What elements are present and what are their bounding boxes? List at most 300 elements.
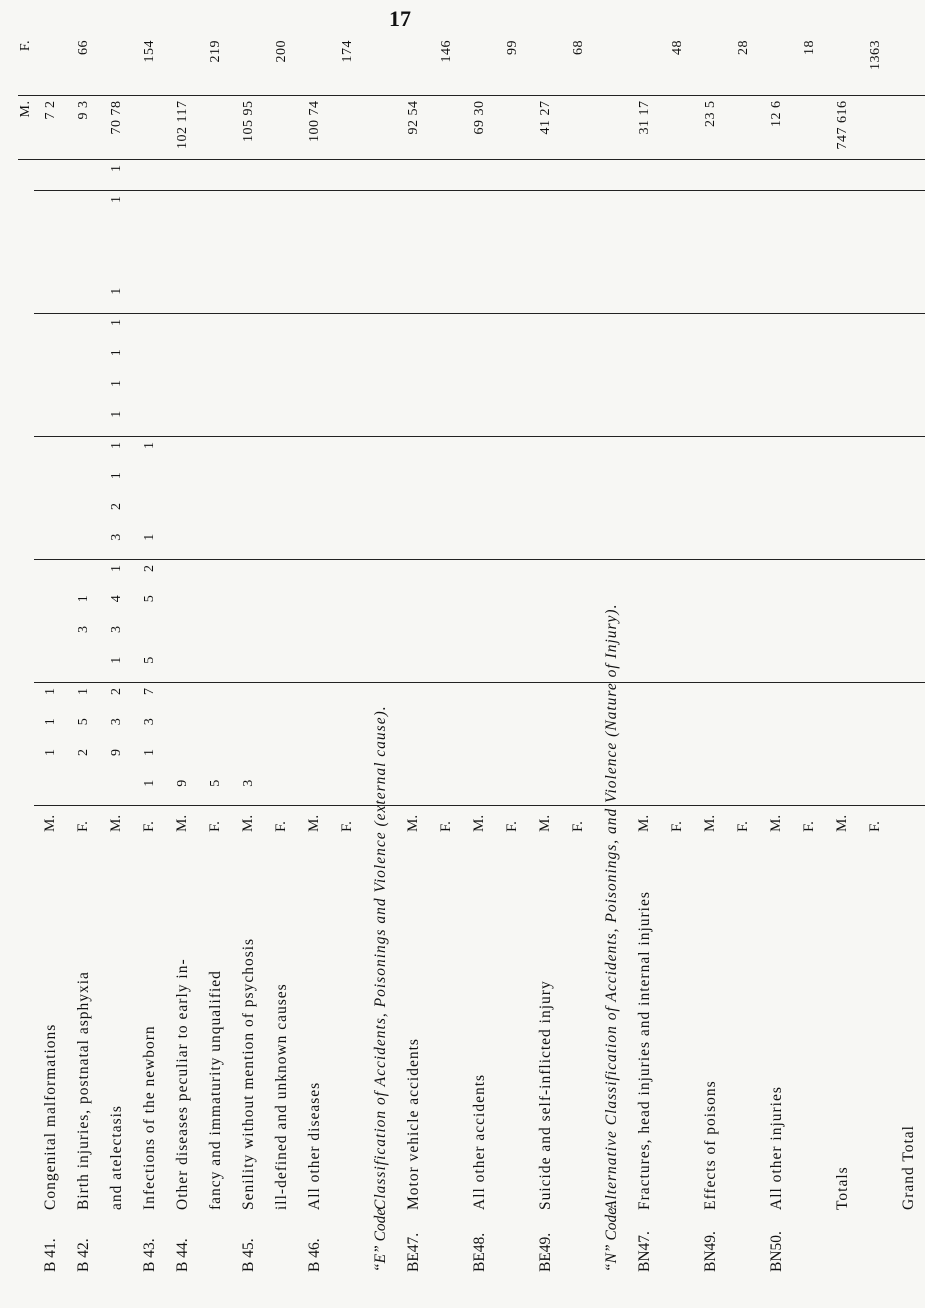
age-cell xyxy=(892,529,925,560)
age-cell xyxy=(166,160,199,191)
age-cell xyxy=(397,376,430,407)
age-cell xyxy=(595,222,628,253)
table-row xyxy=(859,36,892,1276)
age-cell: 9 xyxy=(166,775,199,806)
age-cell xyxy=(463,376,496,407)
age-cell xyxy=(133,253,166,284)
age-cell xyxy=(67,376,100,407)
age-cell xyxy=(727,714,760,745)
age-cell xyxy=(331,714,364,745)
row-grand-total xyxy=(628,36,661,96)
age-cell xyxy=(859,222,892,253)
row-grand-total: 48 xyxy=(661,36,694,96)
age-cell xyxy=(661,222,694,253)
age-cell xyxy=(661,253,694,284)
row-code: B 41. xyxy=(41,1238,59,1272)
age-cell xyxy=(727,622,760,653)
age-cell xyxy=(298,222,331,253)
age-cell xyxy=(793,191,826,222)
age-cell xyxy=(694,468,727,499)
age-cell xyxy=(331,253,364,284)
age-cell xyxy=(628,314,661,345)
row-label xyxy=(199,836,232,1276)
row-grand-total: 18 xyxy=(793,36,826,96)
age-cell xyxy=(298,406,331,437)
age-cell xyxy=(430,160,463,191)
row-label xyxy=(529,836,562,1276)
table-row xyxy=(397,36,430,1276)
age-cell: 1 xyxy=(108,318,124,326)
row-total xyxy=(199,96,232,160)
row-code: BN47. xyxy=(635,1231,653,1272)
table-row xyxy=(364,36,397,1276)
row-sex: F. xyxy=(859,806,892,836)
row-label xyxy=(67,836,100,1276)
age-cell: 2 xyxy=(108,687,124,695)
age-cell xyxy=(34,283,67,314)
row-grand-total xyxy=(397,36,430,96)
age-cell xyxy=(661,376,694,407)
age-cell xyxy=(529,683,562,714)
age-cell xyxy=(793,714,826,745)
age-cell xyxy=(595,191,628,222)
row-label xyxy=(562,836,595,1276)
age-cell xyxy=(826,775,859,806)
age-cell xyxy=(595,406,628,437)
age-cell xyxy=(628,499,661,530)
row-grand-total: 174 xyxy=(331,36,364,96)
age-cell xyxy=(232,652,265,683)
age-cell xyxy=(562,437,595,468)
age-cell xyxy=(694,191,727,222)
row-grand-total: 146 xyxy=(430,36,463,96)
age-cell xyxy=(892,683,925,714)
male-header: M. xyxy=(18,96,34,160)
age-cell xyxy=(793,775,826,806)
table-row xyxy=(892,36,925,1276)
age-cell xyxy=(298,314,331,345)
age-cell xyxy=(133,314,166,345)
age-cell xyxy=(496,253,529,284)
age-cell xyxy=(265,222,298,253)
age-cell xyxy=(463,253,496,284)
age-cell xyxy=(826,683,859,714)
age-cell xyxy=(397,560,430,591)
age-cell xyxy=(826,560,859,591)
table-row xyxy=(298,36,331,1276)
row-label xyxy=(232,836,265,1276)
table-row xyxy=(100,36,133,1276)
age-cell xyxy=(793,683,826,714)
row-sex: M. xyxy=(100,806,133,836)
age-cell xyxy=(430,683,463,714)
age-cell xyxy=(463,560,496,591)
age-cell xyxy=(34,437,67,468)
age-cell xyxy=(892,314,925,345)
age-cell xyxy=(265,160,298,191)
age-cell xyxy=(661,745,694,776)
age-cell xyxy=(364,468,397,499)
age-cell xyxy=(727,253,760,284)
age-cell xyxy=(694,775,727,806)
age-cell xyxy=(529,714,562,745)
table-row xyxy=(67,36,100,1276)
age-cell xyxy=(496,283,529,314)
row-total xyxy=(562,96,595,160)
age-cell xyxy=(694,283,727,314)
age-cell xyxy=(793,253,826,284)
row-sex: F. xyxy=(562,806,595,836)
age-cell xyxy=(397,314,430,345)
age-cell xyxy=(859,683,892,714)
age-cell: 1 xyxy=(141,748,157,756)
age-cell xyxy=(34,499,67,530)
age-cell xyxy=(859,560,892,591)
age-cell: 1 xyxy=(100,283,133,314)
age-cell xyxy=(826,437,859,468)
age-cell xyxy=(430,745,463,776)
row-code: B 42. xyxy=(74,1238,92,1272)
age-cell xyxy=(892,222,925,253)
age-cell xyxy=(727,314,760,345)
age-cell xyxy=(133,622,166,653)
age-cell xyxy=(760,560,793,591)
age-cell xyxy=(397,468,430,499)
age-cell xyxy=(397,345,430,376)
age-cell: 1 xyxy=(133,529,166,560)
row-description: Effects of poisons xyxy=(701,1080,719,1210)
age-cell xyxy=(331,591,364,622)
age-cell xyxy=(430,376,463,407)
row-sex: M. xyxy=(463,806,496,836)
age-cell xyxy=(463,683,496,714)
age-cell xyxy=(331,560,364,591)
age-cell xyxy=(397,622,430,653)
age-cell xyxy=(430,253,463,284)
age-cell xyxy=(793,376,826,407)
age-cell xyxy=(793,437,826,468)
row-total: 23 5 xyxy=(694,96,727,160)
row-sex: F. xyxy=(661,806,694,836)
age-cell xyxy=(496,499,529,530)
row-sex: M. xyxy=(694,806,727,836)
age-cell xyxy=(265,191,298,222)
table-row xyxy=(727,36,760,1276)
row-label xyxy=(265,836,298,1276)
row-grand-total xyxy=(760,36,793,96)
age-cell xyxy=(859,622,892,653)
age-cell xyxy=(595,468,628,499)
row-total xyxy=(859,96,892,160)
age-cell xyxy=(364,191,397,222)
row-label xyxy=(793,836,826,1276)
age-cell: 1 xyxy=(42,748,58,756)
row-grand-total: 99 xyxy=(496,36,529,96)
page-number: 17 xyxy=(389,6,411,31)
age-cell xyxy=(793,560,826,591)
age-cell: 3 xyxy=(232,775,265,806)
row-grand-total: 154 xyxy=(133,36,166,96)
row-sex: F. xyxy=(265,806,298,836)
age-cell xyxy=(760,683,793,714)
age-cell xyxy=(232,253,265,284)
age-cell xyxy=(463,406,496,437)
row-label xyxy=(628,836,661,1276)
row-total xyxy=(496,96,529,160)
age-cell xyxy=(859,437,892,468)
row-label xyxy=(397,836,430,1276)
row-grand-total xyxy=(694,36,727,96)
row-grand-total: 1363 xyxy=(859,36,892,96)
age-cell xyxy=(298,345,331,376)
row-total: 100 74 xyxy=(298,96,331,160)
age-cell xyxy=(133,499,166,530)
age-cell xyxy=(364,376,397,407)
age-cell xyxy=(727,591,760,622)
age-cell xyxy=(760,499,793,530)
age-cell xyxy=(826,622,859,653)
age-cell xyxy=(661,560,694,591)
row-sex: F. xyxy=(496,806,529,836)
rotated-table-wrapper xyxy=(18,36,917,1276)
age-cell xyxy=(166,314,199,345)
age-cell xyxy=(430,529,463,560)
age-cell xyxy=(232,376,265,407)
age-cell xyxy=(760,314,793,345)
age-cell xyxy=(760,714,793,745)
age-cell xyxy=(34,529,67,560)
row-description: fancy and immaturity unqualified xyxy=(206,970,224,1210)
age-cell xyxy=(793,406,826,437)
age-cell: 1 xyxy=(108,379,124,387)
age-cell xyxy=(496,468,529,499)
age-cell xyxy=(562,775,595,806)
age-cell: 5 xyxy=(199,775,232,806)
age-cell xyxy=(265,283,298,314)
age-cell xyxy=(397,283,430,314)
row-sex: F. xyxy=(793,806,826,836)
age-cell xyxy=(892,622,925,653)
age-cell xyxy=(331,468,364,499)
age-cell xyxy=(331,437,364,468)
age-cell xyxy=(628,253,661,284)
row-description: Senility without mention of psychosis xyxy=(239,937,257,1210)
age-cell xyxy=(661,591,694,622)
age-cell xyxy=(298,560,331,591)
row-sex: F. xyxy=(133,806,166,836)
age-cell xyxy=(232,560,265,591)
age-cell xyxy=(67,529,100,560)
age-cell xyxy=(529,560,562,591)
age-cell xyxy=(892,499,925,530)
row-total: 747 616 xyxy=(826,96,859,160)
age-cell xyxy=(694,376,727,407)
table-row xyxy=(562,36,595,1276)
row-label xyxy=(859,836,892,1276)
row-code: BE47. xyxy=(404,1232,422,1272)
age-cell xyxy=(34,160,67,191)
spacer xyxy=(18,160,34,1276)
row-description: Birth injuries, postnatal asphyxia xyxy=(74,971,92,1210)
age-cell xyxy=(562,222,595,253)
age-cell xyxy=(364,406,397,437)
row-total xyxy=(331,96,364,160)
row-label xyxy=(661,836,694,1276)
row-grand-total xyxy=(595,36,628,96)
age-cell xyxy=(727,775,760,806)
age-cell xyxy=(364,222,397,253)
age-cell xyxy=(727,160,760,191)
row-sex: M. xyxy=(628,806,661,836)
age-cell xyxy=(265,775,298,806)
age-cell xyxy=(826,591,859,622)
age-cell: 5 xyxy=(141,594,157,603)
age-cell xyxy=(529,314,562,345)
age-cell: 3 xyxy=(108,625,124,633)
age-cell xyxy=(859,499,892,530)
age-cell xyxy=(100,222,133,253)
age-cell xyxy=(199,591,232,622)
age-cell: 1 xyxy=(108,348,124,357)
age-cell xyxy=(859,468,892,499)
age-cell xyxy=(232,745,265,776)
age-cell xyxy=(331,222,364,253)
row-total xyxy=(265,96,298,160)
row-description: All other diseases xyxy=(305,1081,323,1210)
row-total xyxy=(430,96,463,160)
age-cell xyxy=(694,437,727,468)
age-cell xyxy=(628,745,661,776)
age-cell xyxy=(661,345,694,376)
age-cell xyxy=(727,683,760,714)
age-cell xyxy=(232,222,265,253)
age-cell xyxy=(265,345,298,376)
age-cell xyxy=(364,345,397,376)
age-cell xyxy=(298,191,331,222)
age-cell xyxy=(529,191,562,222)
age-cell xyxy=(562,745,595,776)
age-cell xyxy=(265,591,298,622)
age-cell xyxy=(661,499,694,530)
age-cell xyxy=(265,406,298,437)
row-total: 41 27 xyxy=(529,96,562,160)
age-cell xyxy=(430,314,463,345)
age-cell xyxy=(892,560,925,591)
row-sex: M. xyxy=(166,806,199,836)
age-cell xyxy=(661,775,694,806)
age-cell xyxy=(166,253,199,284)
age-cell xyxy=(166,591,199,622)
row-grand-total: 200 xyxy=(265,36,298,96)
age-cell xyxy=(595,499,628,530)
age-cell xyxy=(694,652,727,683)
row-total xyxy=(595,96,628,160)
row-description: Motor vehicle accidents xyxy=(404,1038,422,1210)
age-cell xyxy=(199,222,232,253)
table-row xyxy=(496,36,529,1276)
age-cell xyxy=(496,591,529,622)
age-cell xyxy=(331,406,364,437)
age-cell xyxy=(199,437,232,468)
age-cell xyxy=(199,345,232,376)
table-row xyxy=(694,36,727,1276)
age-cell xyxy=(331,283,364,314)
age-cell xyxy=(826,314,859,345)
age-cell xyxy=(628,376,661,407)
age-cell xyxy=(628,714,661,745)
row-label xyxy=(892,836,925,1276)
age-cell xyxy=(793,499,826,530)
row-label xyxy=(331,836,364,1276)
age-cell xyxy=(34,591,67,622)
age-cell xyxy=(595,283,628,314)
row-sex: M. xyxy=(397,806,430,836)
age-cell xyxy=(760,437,793,468)
age-cell xyxy=(529,775,562,806)
age-cell xyxy=(364,314,397,345)
age-cell xyxy=(166,376,199,407)
age-cell xyxy=(760,376,793,407)
age-cell xyxy=(562,529,595,560)
age-cell xyxy=(562,253,595,284)
age-cell xyxy=(463,222,496,253)
age-cell xyxy=(298,499,331,530)
age-cell xyxy=(760,652,793,683)
age-cell xyxy=(892,591,925,622)
age-cell xyxy=(496,191,529,222)
age-cell xyxy=(166,437,199,468)
table-row xyxy=(34,36,67,1276)
age-cell xyxy=(496,437,529,468)
age-cell xyxy=(265,376,298,407)
age-cell xyxy=(859,745,892,776)
age-cell xyxy=(298,437,331,468)
age-cell xyxy=(166,683,199,714)
age-cell xyxy=(529,160,562,191)
age-cell xyxy=(760,406,793,437)
age-cell xyxy=(199,499,232,530)
age-cell xyxy=(34,406,67,437)
age-cell xyxy=(529,468,562,499)
age-cell xyxy=(232,622,265,653)
age-cell xyxy=(133,468,166,499)
age-cell xyxy=(892,745,925,776)
age-cell xyxy=(397,745,430,776)
table-row xyxy=(595,36,628,1276)
row-code: B 43. xyxy=(140,1238,158,1272)
age-cell xyxy=(397,437,430,468)
age-cell xyxy=(232,529,265,560)
age-cell xyxy=(859,652,892,683)
age-cell xyxy=(628,775,661,806)
row-description: ill-defined and unknown causes xyxy=(272,983,290,1210)
age-cell xyxy=(496,529,529,560)
age-cell xyxy=(892,253,925,284)
age-cell xyxy=(397,160,430,191)
age-cell: 1 xyxy=(108,441,124,449)
age-cell: 1 xyxy=(108,564,124,572)
age-cell xyxy=(364,499,397,530)
row-grand-total: 68 xyxy=(562,36,595,96)
age-cell xyxy=(166,468,199,499)
age-cell xyxy=(628,529,661,560)
age-cell xyxy=(199,622,232,653)
age-cell xyxy=(232,191,265,222)
age-cell xyxy=(661,160,694,191)
row-sex: F. xyxy=(727,806,760,836)
row-code: “E” Code. xyxy=(371,1204,389,1272)
age-cell xyxy=(67,345,100,376)
